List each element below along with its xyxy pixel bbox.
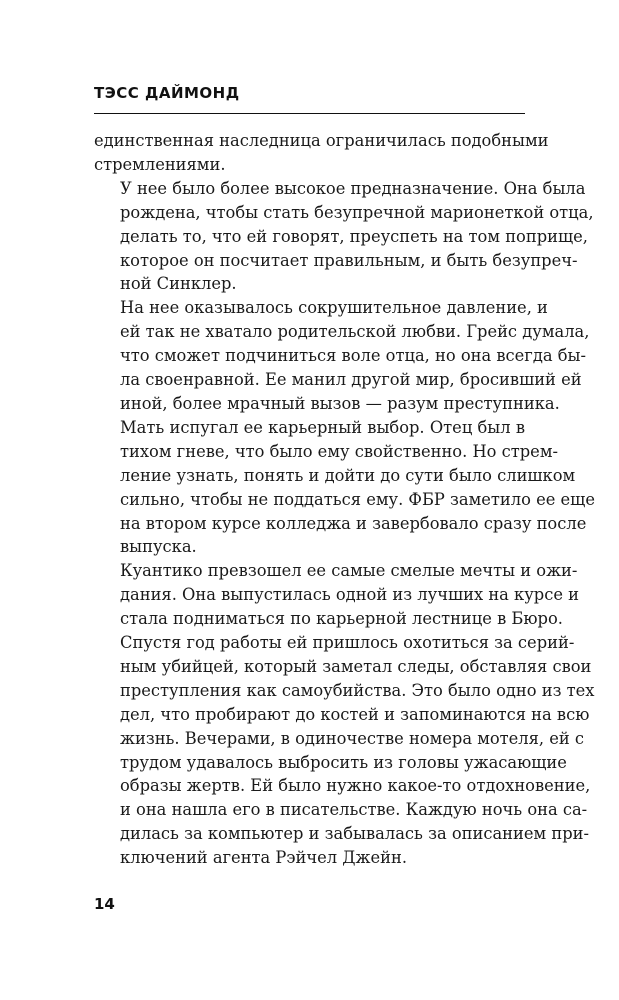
paragraph [94,177,594,297]
paragraph [94,296,590,416]
text-line: на втором курсе колледжа и завербовало сразу после [120,513,587,533]
text-line: что сможет подчиниться воле отца, но она всегда бы- [120,346,587,366]
text-line: трудом удавалось выбросить из головы ужасающие [120,752,567,772]
text-line: преступления как самоубийства. Это было одно из тех [120,680,595,700]
text-line: делать то, что ей говорят, преуспеть на том поприще, [120,226,588,246]
text-line: Куантико превзошел ее самые смелые мечты и ожи- [120,561,578,581]
text-line: Спустя год работы ей пришлось охотиться за серий- [120,633,575,653]
text-line: стремлениями. [94,154,226,174]
text-line: жизнь. Вечерами, в одиночестве номера мотеля, ей с [120,728,585,748]
text-line: стала подниматься по карьерной лестнице в Бюро. [120,609,563,629]
text-line: которое он посчитает правильным, и быть безупреч- [120,250,578,270]
text-line: ла своенравной. Ее манил другой мир, бросивший ей [120,370,582,390]
text-line: выпуска. [120,537,197,557]
text-line: ной Синклер. [120,274,237,294]
paragraph [94,129,549,177]
text-line: дилась за компьютер и забывалась за описанием при- [120,824,589,844]
text-line: На нее оказывалось сокрушительное давление, и [120,298,548,318]
text-line: тихом гневе, что было ему свойственно. Но стрем- [120,441,558,461]
header-rule [94,113,525,114]
paragraph [94,416,595,559]
text-line: и она нашла его в писательстве. Каждую ночь она са- [120,800,588,820]
paragraph [94,559,595,870]
text-line: ным убийцей, который заметал следы, обставляя свои [120,656,592,676]
text-line: единственная наследница ограничилась подобными [94,131,549,150]
text-line: ление узнать, понять и дойти до сути было слишком [120,465,576,485]
text-line: ключений агента Рэйчел Джейн. [120,848,408,868]
text-line: сильно, чтобы не поддаться ему. ФБР заметило ее еще [120,489,595,509]
page-body [94,129,595,870]
text-line: ей так не хватало родительской любви. Грейс думала, [120,322,590,342]
text-line: рождена, чтобы стать безупречной марионеткой отца, [120,202,594,222]
text-line: дания. Она выпустилась одной из лучших на курсе и [120,585,580,605]
text-line: иной, более мрачный вызов — разум преступника. [120,393,560,413]
page-number: 14 [94,895,115,913]
running-header: ТЭСС ДАЙМОНД [94,84,240,102]
text-line: У нее было более высокое предназначение. Она была [120,178,586,198]
text-line: дел, что пробирают до костей и запоминаются на всю [120,704,590,724]
text-line: Мать испугал ее карьерный выбор. Отец был в [120,417,525,437]
text-line: образы жертв. Ей было нужно какое-то отдохновение, [120,776,591,796]
